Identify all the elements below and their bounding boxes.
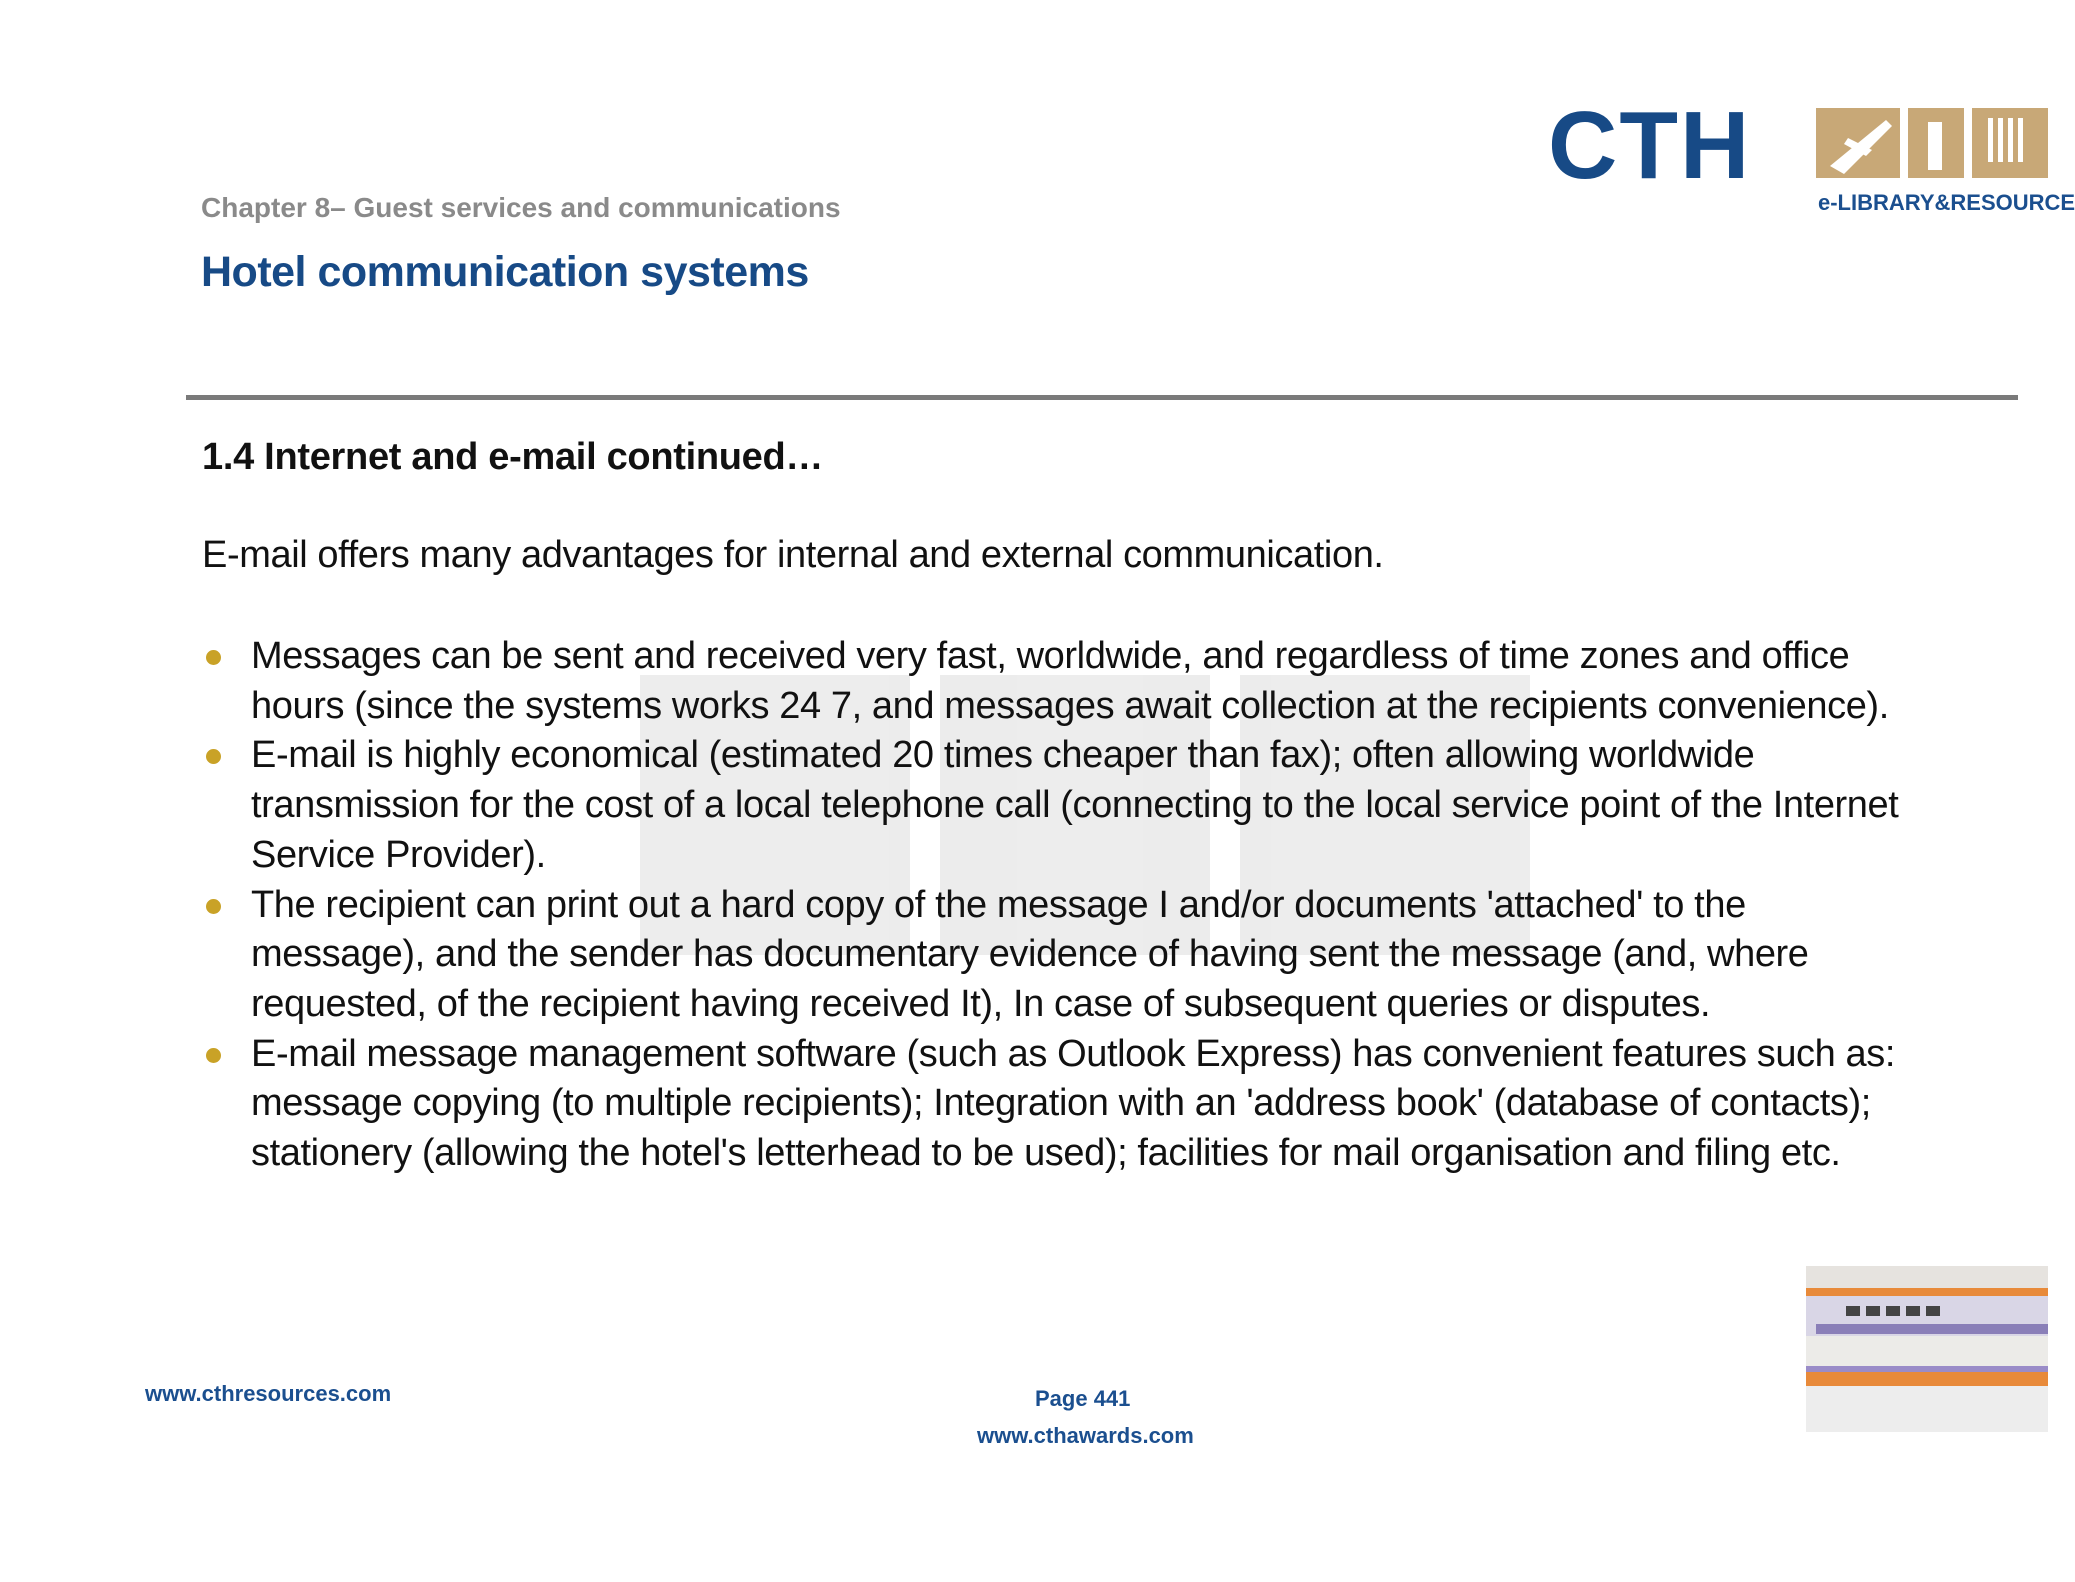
bullet-icon <box>206 749 221 764</box>
intro-paragraph: E-mail offers many advantages for internal and external communication. <box>202 534 1384 576</box>
logo-tagline: e-LIBRARY&RESOURCE <box>1818 190 2075 215</box>
bullet-icon <box>206 899 221 914</box>
page-title: Hotel communication systems <box>201 248 809 296</box>
books-illustration <box>1806 1262 2048 1432</box>
bullet-icon <box>206 1048 221 1063</box>
page-number: Page 441 <box>1035 1386 1131 1411</box>
footer-awards-link[interactable]: www.cthawards.com <box>977 1423 1194 1448</box>
chapter-label: Chapter 8– Guest services and communications <box>201 192 841 223</box>
list-item: E-mail message management software (such as Outlook Express) has convenient features such as: message copying (to multiple recipients); Integration with an 'address book' (database of contacts); stationery (allowing the hotel's letterhead to be used); facilities for mail organisation and filing etc. <box>202 1030 2002 1179</box>
list-item: E-mail is highly economical (estimated 20 times cheaper than fax); often allowing worldwide transmission for the cost of a local telephone call (connecting to the local service point of the Internet Service Provider). <box>202 731 2002 880</box>
fork-icon <box>1988 118 1993 162</box>
header-divider <box>186 395 2018 400</box>
advantages-list <box>202 632 2002 1179</box>
footer-resources-link[interactable]: www.cthresources.com <box>145 1381 392 1406</box>
logo-letters: CTH <box>1548 92 1752 199</box>
bullet-icon <box>206 650 221 665</box>
section-heading: 1.4 Internet and e-mail continued… <box>202 436 824 478</box>
building-icon <box>1928 122 1942 170</box>
list-item: Messages can be sent and received very fast, worldwide, and regardless of time zones and office hours (since the systems works 24 7, and messages await collection at the recipients convenience). <box>202 632 2002 731</box>
list-item: The recipient can print out a hard copy of the message I and/or documents 'attached' to the message), and the sender has documentary evidence of having sent the message (and, where requested, of the recipient having received It), In case of subsequent queries or disputes. <box>202 881 2002 1030</box>
